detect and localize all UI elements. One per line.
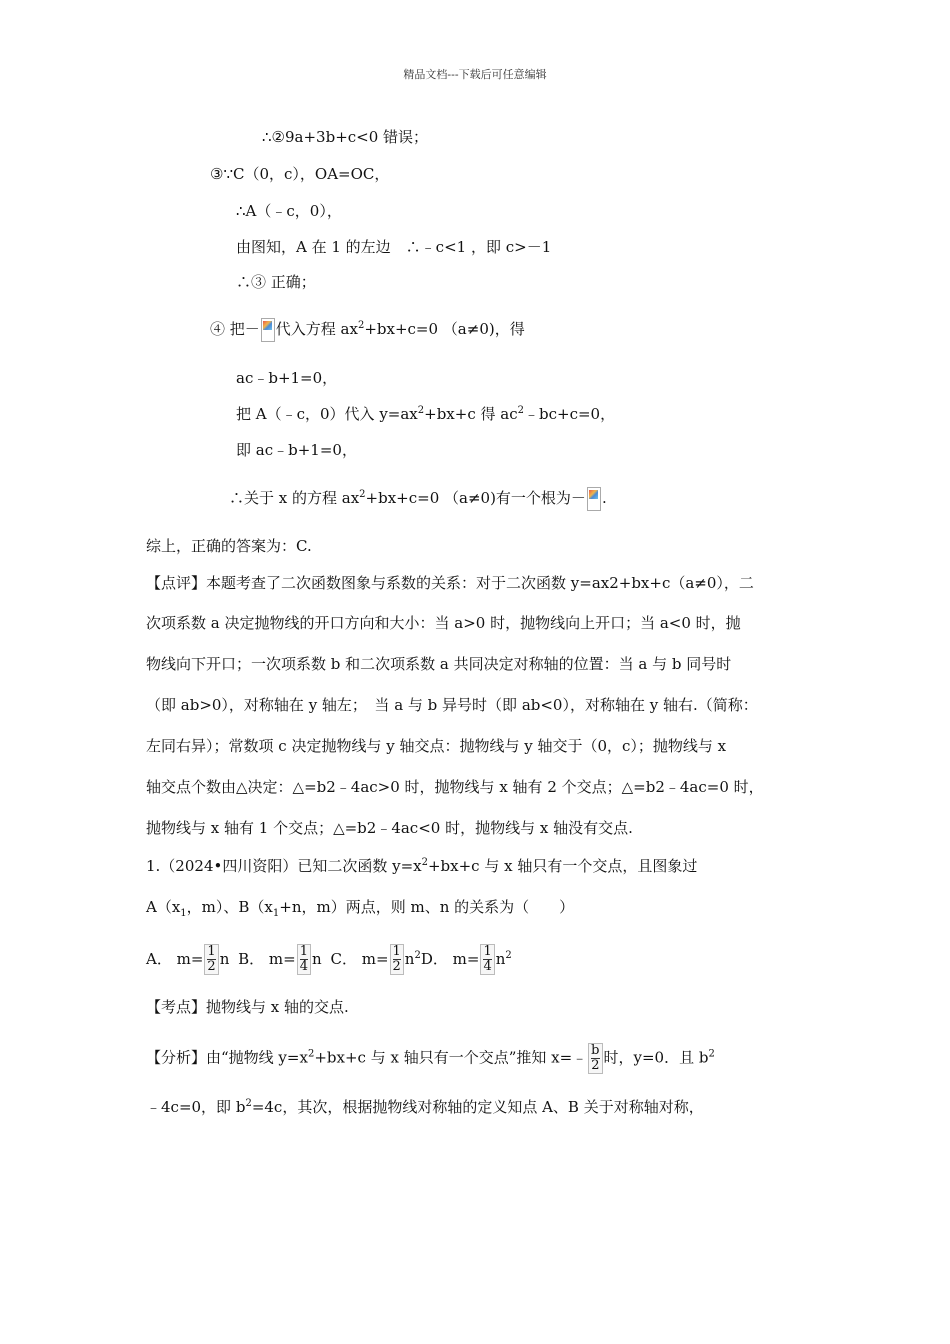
comment-line: 抛物线与 x 轴有 1 个交点；△=b2﹣4ac<0 时，抛物线与 x 轴没有交点. xyxy=(146,819,633,837)
question-line: $A(x_1$，m）、$B(x_1+n$，m）两点，则 m、n 的关系为（ ） xyxy=(146,898,575,919)
text-line: ∴③ 正确； xyxy=(236,273,316,291)
page-header: 精品文档---下载后可任意编辑 xyxy=(403,68,547,81)
comment-line: 次项系数 a 决定抛物线的开口方向和大小：当 a>0 时，抛物线向上开口；当 a<0 时，抛 xyxy=(146,614,741,632)
comment-line: 轴交点个数由△决定：△=b2﹣4ac>0 时，抛物线与 x 轴有 2 个交点；△=b2﹣4ac=0 时， xyxy=(146,778,764,796)
fraction-image-icon xyxy=(261,318,275,342)
text-line: ∴关于 x 的方程 $ax^2+bx+c=0$ （a≠0)有一个根为－ . xyxy=(229,487,607,511)
text-line: ac﹣b+1=0， xyxy=(236,369,338,387)
fraction: $\frac{1}{2}$ xyxy=(204,944,218,975)
text-line: 把 A（﹣c，0）代入 $y=ax^2+bx+c$ 得 $ac^2﹣bc+c=0$， xyxy=(236,405,616,423)
comment-line: 【点评】本题考查了二次函数图象与系数的关系：对于二次函数 y=ax2+bx+c（a≠0），二 xyxy=(146,574,754,592)
text-line: ∴A（﹣c，0）， xyxy=(236,202,342,220)
fraction: $\frac{1}{4}$ xyxy=(480,944,494,975)
text-line: ∴②9a+3b+c<0 错误； xyxy=(262,128,429,146)
text-line: 即 ac﹣b+1=0， xyxy=(236,441,357,459)
comment-line: 物线向下开口；一次项系数 b 和二次项系数 a 共同决定对称轴的位置：当 a 与 b 同号时 xyxy=(146,655,732,673)
text-line: 综上，正确的答案为：C. xyxy=(146,537,312,555)
fraction: $\frac{1}{4}$ xyxy=(297,944,311,975)
comment-line: 左同右异）；常数项 c 决定抛物线与 y 轴交点：抛物线与 y 轴交于（0，c）；抛物线与 x xyxy=(146,737,727,755)
option-a: A． m= $\frac{1}{2}$ n xyxy=(146,944,230,974)
fraction: $\frac{1}{2}$ xyxy=(390,944,404,975)
answer-options xyxy=(146,944,512,975)
analysis-keypoint: 【考点】抛物线与 x 轴的交点. xyxy=(146,998,349,1016)
option-b: B． m= $\frac{1}{4}$ n xyxy=(238,944,322,974)
comment-line: （即 ab>0），对称轴在 y 轴左； 当 a 与 b 异号时（即 ab<0），对称轴在 y 轴右.（简称： xyxy=(146,696,758,714)
question-line: 1.（2024•四川资阳）已知二次函数 $y=x^2+bx+c$ 与 x 轴只有一个交点，且图象过 xyxy=(146,857,698,875)
fraction: $\frac{b}{2}$ xyxy=(588,1043,602,1074)
option-d: D． m= $\frac{1}{4}$ $n^2$ xyxy=(420,944,512,974)
analysis-line: 【分析】由“抛物线 $y=x^2+bx+c$ 与 x 轴只有一个交点”推知 x=﹣ $\frac{b}{2}$ 时，y=0．且 $b^2$ xyxy=(146,1043,715,1073)
text-line: 由图知，A 在 1 的左边 ∴﹣c<1 ，即 c>－1 xyxy=(236,238,552,256)
option-c: C． m= $\frac{1}{2}$ $n^2$ xyxy=(330,944,421,974)
text-line: ④ 把－ 代入方程 $ax^2+bx+c=0$ （a≠0)，得 xyxy=(210,318,525,342)
fraction-image-icon xyxy=(587,487,601,511)
text-line: ③∵C（0，c），OA=OC， xyxy=(210,165,390,183)
analysis-line: ﹣4c=0，即 $b^2=4c$，其次，根据抛物线对称轴的定义知点 A、B 关于对称轴对称， xyxy=(146,1098,704,1116)
